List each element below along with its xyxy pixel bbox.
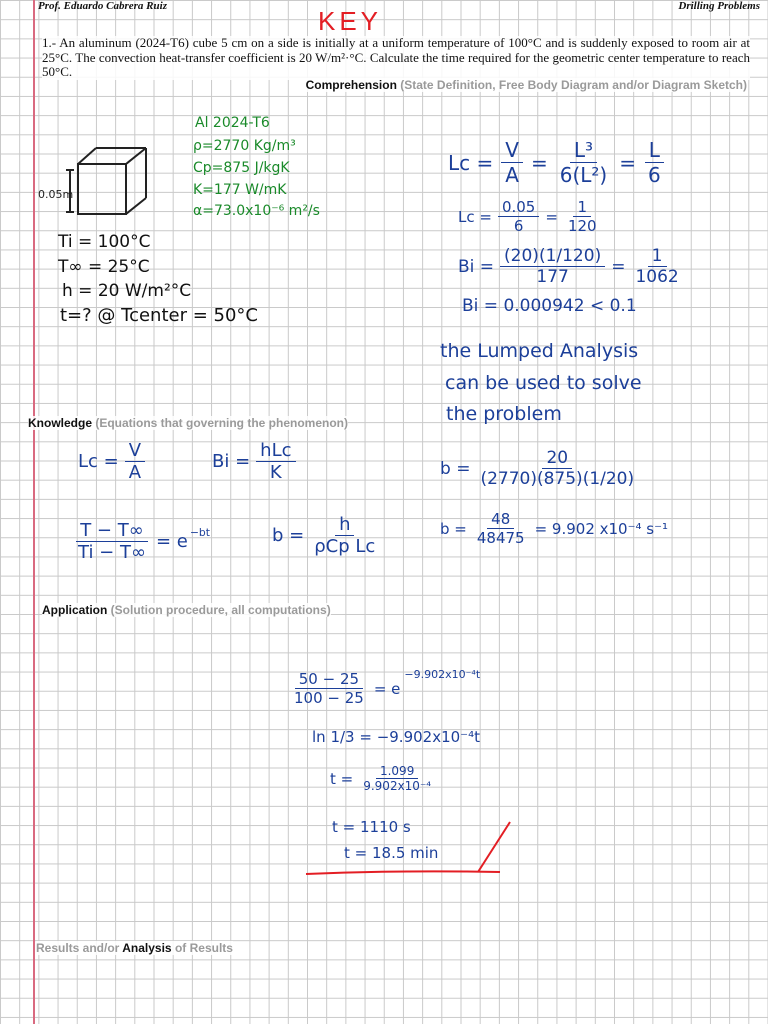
b2-num: 48 bbox=[487, 510, 514, 529]
section-results bbox=[36, 941, 233, 955]
b2-den: 48475 bbox=[476, 529, 525, 547]
k-t-den: Ti − T∞ bbox=[78, 542, 146, 563]
bi-lhs: Bi = bbox=[458, 256, 495, 277]
problem-statement: 1.- An aluminum (2024-T6) cube 5 cm on a side is initially at a uniform temperature of 100°C and is suddenly exposed to room air at 25°C. The convection heat-transfer coefficient is 20 W/m²·°C. Calculate the time required for the geometric center temperature to reach 50°C. bbox=[42, 35, 750, 79]
biot-result: Bi = 0.000942 < 0.1 bbox=[462, 296, 637, 316]
lumped-note-line-3: the problem bbox=[446, 403, 562, 425]
initial-temp: Ti = 100°C bbox=[58, 232, 151, 252]
lc-a: A bbox=[505, 163, 519, 187]
section-application-label: Application bbox=[42, 603, 108, 617]
lc-equals: = bbox=[530, 150, 548, 175]
b-num: 20 bbox=[542, 448, 572, 469]
a-s1-exp: −9.902x10⁻⁴t bbox=[404, 668, 481, 681]
lc-v: V bbox=[501, 138, 523, 163]
lumped-note-line-1: the Lumped Analysis bbox=[440, 340, 639, 362]
k-value: K=177 W/mK bbox=[193, 182, 287, 198]
section-results-pre: Results and/or bbox=[36, 941, 123, 955]
k-b-num: h bbox=[335, 514, 354, 536]
a-s3-frac bbox=[359, 764, 435, 793]
lumped-equation bbox=[74, 520, 210, 563]
lc2-frac-2 bbox=[564, 198, 601, 235]
bi-frac-2 bbox=[631, 246, 682, 287]
a-s1-den: 100 − 25 bbox=[294, 689, 364, 707]
biot-equation bbox=[212, 440, 296, 483]
lc2-num: 0.05 bbox=[498, 198, 539, 217]
lc-l3-over-6l2 bbox=[556, 138, 612, 187]
k-bi-num: hLc bbox=[256, 440, 295, 462]
cp-value: Cp=875 J/kgK bbox=[193, 160, 290, 176]
k-bi-lhs: Bi = bbox=[212, 451, 251, 472]
section-application-sub: (Solution procedure, all computations) bbox=[107, 603, 331, 617]
application-step-4: t = 1110 s bbox=[332, 818, 411, 836]
k-t-num: T − T∞ bbox=[76, 520, 148, 542]
lc2-equals: = bbox=[545, 207, 558, 226]
application-step-1 bbox=[290, 670, 480, 707]
k-t-exp: −bt bbox=[189, 526, 210, 539]
lumped-note-line-2: can be used to solve bbox=[445, 372, 642, 394]
lc2-n1: 1 bbox=[573, 198, 591, 217]
ambient-temp: T∞ = 25°C bbox=[58, 257, 150, 277]
biot-calc bbox=[458, 246, 683, 287]
k-lc-den: A bbox=[128, 462, 142, 483]
b-calc bbox=[440, 448, 638, 489]
k-b-frac bbox=[310, 514, 379, 557]
key-label: KEY bbox=[318, 6, 383, 36]
a-s1-frac bbox=[290, 670, 368, 707]
bi-frac bbox=[500, 246, 605, 287]
application-result: t = 18.5 min bbox=[344, 844, 439, 862]
lc-equals-2: = bbox=[619, 150, 636, 175]
cube-dimension-label: 0.05m bbox=[38, 188, 74, 201]
lc-l3: L³ bbox=[570, 138, 597, 163]
b2-lhs: b = bbox=[440, 519, 467, 538]
section-results-label: Analysis bbox=[122, 941, 172, 955]
lc-value bbox=[458, 198, 601, 235]
lc-l-over-6 bbox=[644, 138, 665, 187]
section-comprehension-label: Comprehension bbox=[305, 78, 397, 92]
b-den: (2770)(875)(1/20) bbox=[480, 469, 635, 489]
time-unknown: t=? @ Tcenter = 50°C bbox=[60, 305, 258, 326]
a-s3-den: 9.902x10⁻⁴ bbox=[363, 779, 432, 793]
lc-lhs: Lc = bbox=[448, 150, 494, 175]
bi-equals: = bbox=[611, 256, 626, 277]
k-t-frac bbox=[74, 520, 150, 563]
application-step-2: ln 1/3 = −9.902x10⁻⁴t bbox=[312, 728, 480, 746]
k-bi-den: K bbox=[269, 462, 282, 483]
material-label: Al 2024-T6 bbox=[195, 115, 270, 131]
k-lc-frac bbox=[125, 440, 145, 483]
b2-frac bbox=[473, 510, 529, 547]
alpha-value: α=73.0x10⁻⁶ m²/s bbox=[193, 203, 320, 219]
k-b-den: ρCp Lc bbox=[314, 536, 376, 557]
application-step-3 bbox=[330, 764, 435, 793]
bi-num: (20)(1/120) bbox=[500, 246, 605, 267]
b2-result: = 9.902 x10⁻⁴ s⁻¹ bbox=[534, 519, 669, 538]
section-application bbox=[42, 603, 331, 617]
section-results-post: of Results bbox=[171, 941, 233, 955]
section-comprehension-sub: (State Definition, Free Body Diagram and/or Diagram Sketch) bbox=[396, 78, 747, 92]
lc2-lhs: Lc = bbox=[458, 207, 492, 226]
section-knowledge-sub: (Equations that governing the phenomenon) bbox=[92, 416, 349, 430]
lc-derivation bbox=[448, 138, 665, 187]
lc-equation bbox=[78, 440, 145, 483]
a-s1-num: 50 − 25 bbox=[295, 670, 363, 689]
document-title: Drilling Problems bbox=[678, 0, 760, 12]
k-b-lhs: b = bbox=[272, 525, 305, 546]
lc-6l2: 6(L²) bbox=[559, 163, 608, 187]
section-knowledge bbox=[28, 416, 348, 430]
b-lhs: b = bbox=[440, 458, 471, 479]
author-header: Prof. Eduardo Cabrera Ruiz bbox=[38, 0, 167, 12]
a-s3-lhs: t = bbox=[330, 769, 354, 788]
k-t-rhs: = e bbox=[155, 531, 188, 552]
k-lc-lhs: Lc = bbox=[78, 451, 119, 472]
b-value bbox=[440, 510, 668, 547]
section-knowledge-label: Knowledge bbox=[28, 416, 93, 430]
bi-den: 177 bbox=[536, 267, 569, 287]
lc2-frac bbox=[498, 198, 539, 235]
k-bi-frac bbox=[256, 440, 295, 483]
a-s3-num: 1.099 bbox=[376, 764, 418, 779]
lc-l: L bbox=[645, 138, 664, 163]
b-frac bbox=[476, 448, 638, 489]
k-lc-num: V bbox=[125, 440, 145, 462]
margin-line bbox=[33, 0, 35, 1024]
bi-d1: 1062 bbox=[635, 267, 679, 287]
b-equation bbox=[272, 514, 379, 557]
lc-6: 6 bbox=[647, 163, 661, 187]
cube-sketch bbox=[40, 142, 170, 232]
result-underline-mark bbox=[300, 818, 520, 880]
a-s1-rhs: = e bbox=[373, 679, 401, 698]
bi-n1: 1 bbox=[648, 246, 667, 267]
section-comprehension bbox=[306, 78, 747, 92]
density-value: ρ=2770 Kg/m³ bbox=[193, 138, 296, 154]
lc-v-over-a bbox=[501, 138, 523, 187]
lc2-den: 6 bbox=[513, 217, 524, 235]
convection-coef: h = 20 W/m²°C bbox=[62, 281, 192, 301]
lc2-d1: 120 bbox=[567, 217, 597, 235]
